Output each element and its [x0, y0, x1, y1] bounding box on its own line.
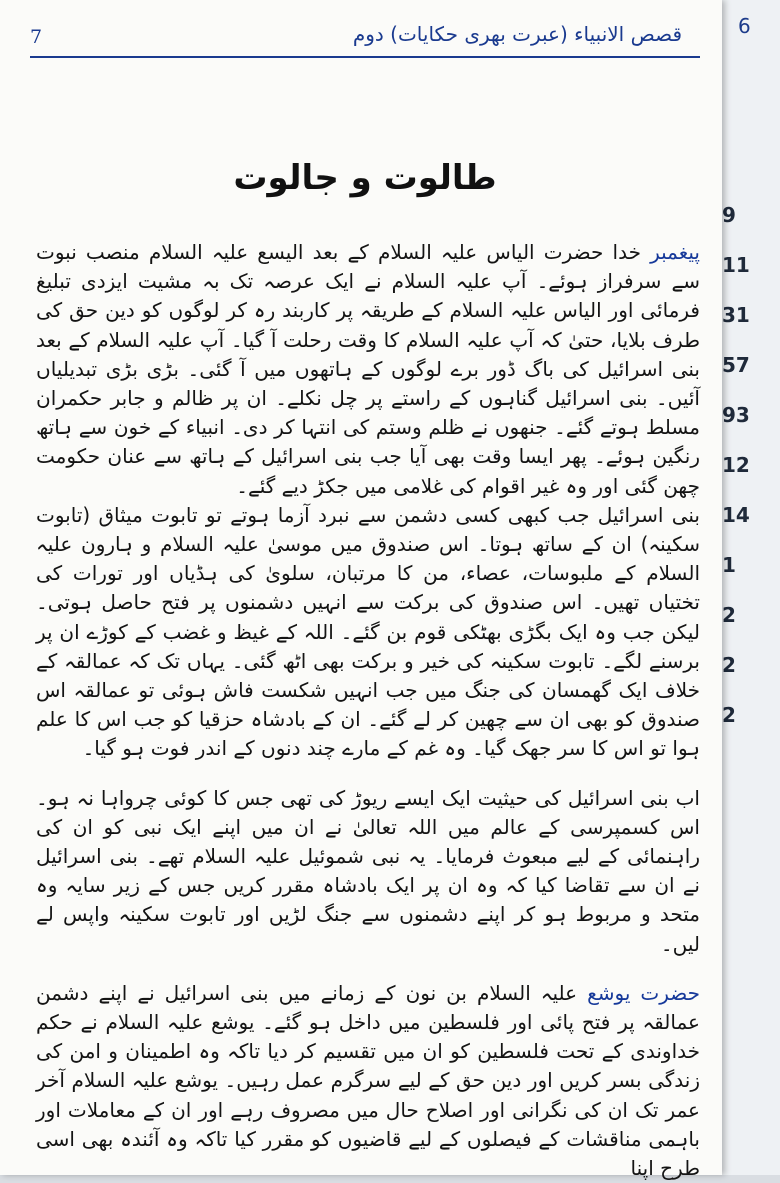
- paragraph: [36, 238, 700, 501]
- page-number: 7: [30, 26, 43, 48]
- paragraph: [36, 784, 700, 959]
- paragraph-text: خدا حضرت الیاس علیہ السلام کے بعد الیسع علیہ السلام منصب نبوت سے سرفراز ہوئے۔ آپ علیہ السلام نے ایک عرصہ تک بہ مشیت ایزدی تبلیغ فرمائی اور الیاس علیہ السلام کے طریقہ پر کاربند رہ کر لوگوں کو دین حق کی طرف بلایا، حتیٰ کہ آپ علیہ السلام کا وقت رحلت آ گیا۔ آپ علیہ السلام کے بعد بنی اسرائیل کی باگ ڈور برے لوگوں کے ہاتھوں میں آ گئی۔ بڑی بڑی تبدیلیاں آئیں۔ بنی اسرائیل گناہوں کے راستے پر چل نکلے۔ ان پر ظالم و جابر حکمران مسلط ہوتے گئے۔ جنھوں نے ظلم وستم کی انتہا کر دی۔ انبیاء کے خون سے ہاتھ رنگین ہوئے۔ پھر ایسا وقت بھی آیا جب بنی اسرائیل کے ہاتھ سے عنان حکومت چھن گئی اور وہ غیر اقوام کی غلامی میں جکڑ دیے گئے۔: [36, 240, 700, 498]
- paragraph-lead: حضرت یوشع: [587, 980, 700, 1005]
- paragraph-lead: پیغمبر: [650, 240, 700, 264]
- facing-page-number: 6: [738, 14, 751, 38]
- paragraph: [36, 979, 700, 1183]
- facing-index-number: 14: [722, 503, 750, 527]
- running-header: [30, 22, 700, 52]
- facing-index-number: 1: [722, 553, 736, 577]
- facing-index-number: 9: [722, 203, 736, 227]
- facing-page-index-numbers: [722, 190, 780, 740]
- facing-index-number: 12: [722, 453, 750, 477]
- running-header-title: قصص الانبیاء (عبرت بھری حکایات) دوم: [352, 22, 682, 46]
- paragraph: [36, 501, 700, 764]
- facing-index-number: 93: [722, 403, 750, 427]
- facing-index-number: 2: [722, 603, 736, 627]
- paragraph-text: اب بنی اسرائیل کی حیثیت ایک ایسے ریوڑ کی تھی جس کا کوئی چرواہا نہ ہو۔ اس کسمپرسی کے عالم میں اللہ تعالیٰ نے ان میں اپنے ایک نبی کو ان کی راہنمائی کے لیے مبعوث فرمایا۔ یہ نبی شموئیل علیہ السلام تھے۔ بنی اسرائیل نے ان سے تقاضا کیا کہ وہ ان پر ایک بادشاہ مقرر کریں جس کے زیر سایہ وہ متحد و مربوط ہو کر اپنے دشمنوں سے جنگ لڑیں اور تابوت سکینہ واپس لے لیں۔: [36, 785, 700, 956]
- paragraph-text: بنی اسرائیل جب کبھی کسی دشمن سے نبرد آزما ہوتے تو تابوت میثاق (تابوت سکینہ) ان کے ساتھ ہوتا۔ اس صندوق میں موسیٰ علیہ السلام و ہارون علیہ السلام کے ملبوسات، عصاء، من کا مرتبان، سلویٰ کی ہڈیاں اور تورات کی تختیاں تھیں۔ اس صندوق کی برکت سے انہیں دشمنوں پر فتح حاصل ہوتی۔ لیکن جب وہ ایک بگڑی بھٹکی قوم بن گئے۔ اللہ کے غیظ و غضب کے کوڑے ان پر برسنے لگے۔ تابوت سکینہ کی خیر و برکت بھی اٹھ گئی۔ یہاں تک کہ عمالقہ کے خلاف ایک گھمسان کی جنگ میں جب انہیں شکست فاش ہوئی تو عمالقہ اس صندوق کو بھی ان سے چھین کر لے گئے۔ ان کے بادشاہ حزقیا کو جب اس کا علم ہوا تو اس کا سر جھک گیا۔ وہ غم کے مارے چند دنوں کے اندر فوت ہو گیا۔: [36, 502, 700, 761]
- body-text: [36, 238, 700, 1183]
- paragraph-text: علیہ السلام بن نون کے زمانے میں بنی اسرائیل نے اپنے دشمن عمالقہ پر فتح پائی اور فلسطین میں داخل ہو گئے۔ یوشع علیہ السلام نے حکم خداوندی کے تحت فلسطین کو ان میں تقسیم کر دیا تاکہ وہ اطمینان و امن کی زندگی بسر کریں اور دین حق کے لیے سرگرم عمل رہیں۔ یوشع علیہ السلام آخر عمر تک ان کی نگرانی اور اصلاح حال میں مصروف رہے اور ان کے معاملات اور باہمی مناقشات کے فیصلوں کے لیے قاضیوں کو مقرر کیا تاکہ وہ آئندہ بھی اسی طرح اپنا: [36, 980, 701, 1181]
- facing-index-number: 11: [722, 253, 750, 277]
- header-rule: [30, 56, 700, 58]
- facing-index-number: 31: [722, 303, 750, 327]
- chapter-title: طالوت و جالوت: [233, 158, 497, 198]
- facing-index-number: 2: [722, 703, 736, 727]
- facing-index-number: 57: [722, 353, 750, 377]
- facing-index-number: 2: [722, 653, 736, 677]
